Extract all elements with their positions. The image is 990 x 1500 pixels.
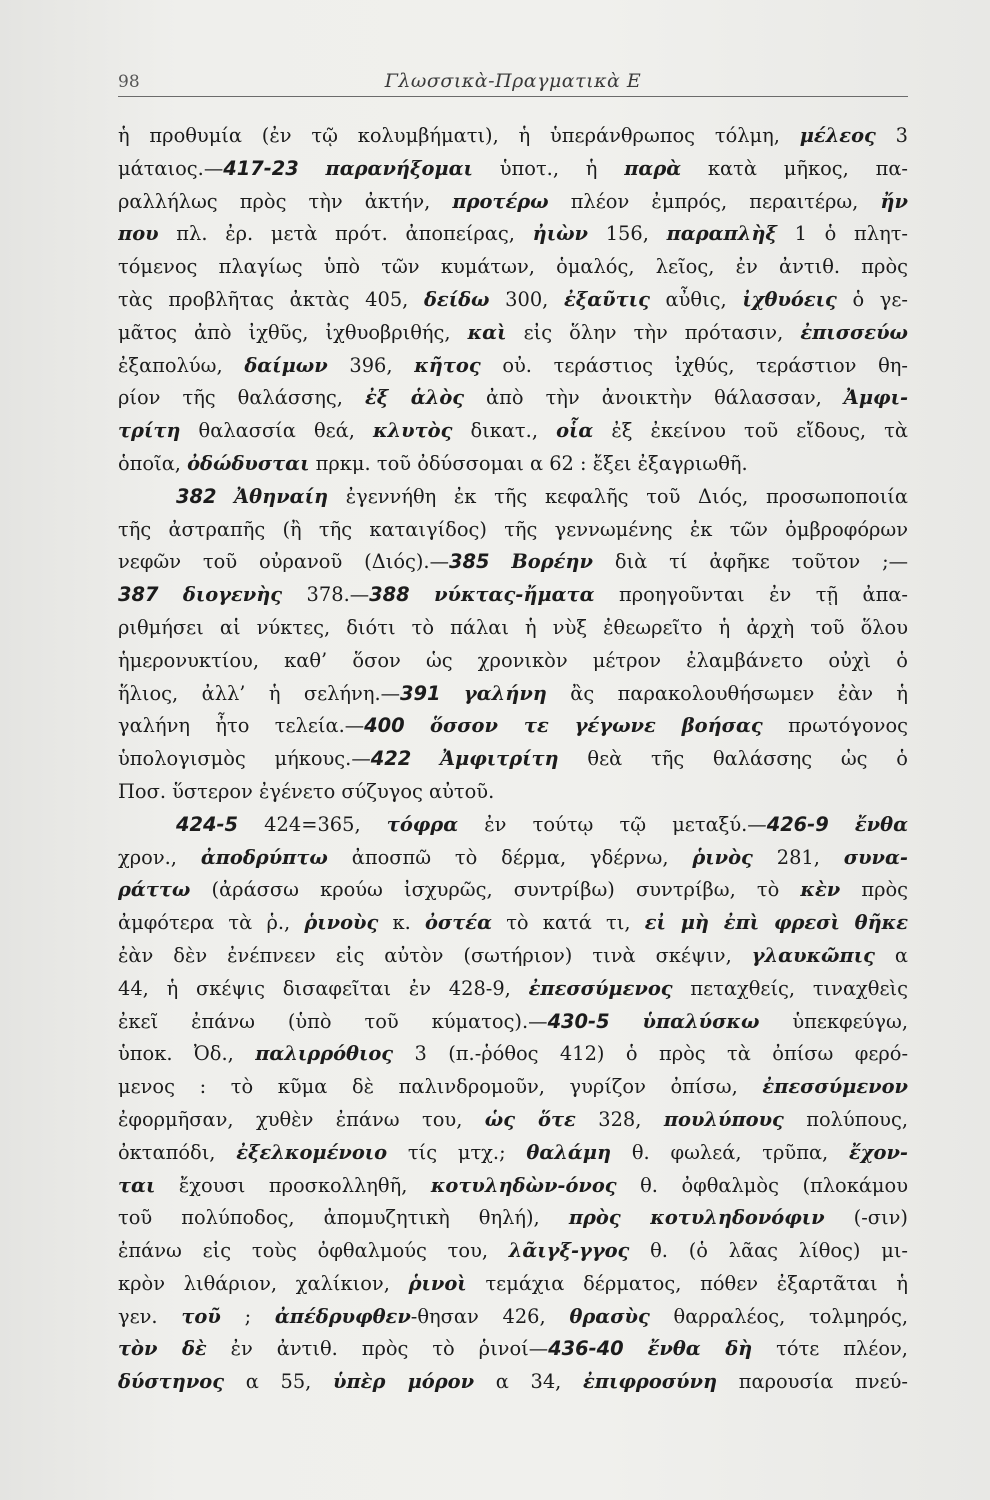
text-run	[610, 1010, 643, 1033]
text-run: παρουσία πνεύ-	[717, 1370, 908, 1394]
headword: τόφρα	[386, 812, 459, 836]
text-run: ἐγεννήθη ἐκ τῆς κεφαλῆς τοῦ Διός, προσωποποιία	[328, 484, 908, 508]
text-run: πρωτόγονος	[762, 714, 908, 738]
headword: τρίτη	[118, 419, 181, 443]
text-line	[118, 514, 908, 547]
text-run: 396,	[327, 353, 415, 377]
page-header	[118, 66, 908, 97]
headword: ται	[118, 1173, 156, 1197]
headword: Βορέην	[511, 550, 593, 574]
text-line	[118, 1170, 908, 1203]
text-run: τότε πλέον,	[752, 1337, 908, 1361]
text-line	[118, 1104, 908, 1137]
text-run: α 55,	[224, 1370, 334, 1394]
headword: Ἀμφι-	[843, 386, 908, 410]
text-run: ἀπὸ τὴν ἀνοικτὴν θάλασσαν,	[464, 386, 844, 410]
text-line	[118, 1038, 908, 1071]
text-run: θ. (ὁ λᾶας λίθος) μι-	[629, 1239, 908, 1263]
text-line	[118, 481, 908, 514]
text-run: χρον.,	[118, 845, 201, 869]
text-run: θεὰ τῆς θαλάσσης ὡς ὁ	[558, 747, 908, 771]
text-line	[118, 284, 908, 317]
text-run: ἀποσπῶ τὸ δέρμα, γδέρνω,	[327, 845, 693, 869]
text-line	[118, 579, 908, 612]
text-line	[118, 874, 908, 907]
text-run: μᾶτος ἀπὸ ἰχθῦς, ἰχθυοβριθής,	[118, 320, 468, 344]
text-run: ὑπολογισμὸς μήκους.—	[118, 747, 371, 771]
text-run: 378.—	[282, 583, 370, 607]
text-run: ἐκεῖ ἐπάνω (ὑπὸ τοῦ κύματος).—	[118, 1009, 548, 1033]
text-line	[118, 1071, 908, 1104]
text-run: μενος : τὸ κῦμα δὲ παλινδρομοῦν, γυρίζον ὀπίσω,	[118, 1075, 763, 1099]
text-run: πλέον ἐμπρός, περαιτέρω,	[548, 189, 881, 213]
text-line	[118, 1268, 908, 1301]
text-run: τόμενος πλαγίως ὑπὸ τῶν κυμάτων, ὁμαλός, λεῖος, ἐν ἀντιθ. πρὸς	[118, 255, 908, 279]
text-run: ἥλιος, ἀλλ’ ἡ σελήνη.—	[118, 681, 401, 705]
text-run: πρὸς	[840, 878, 908, 902]
text-run: 281,	[752, 845, 844, 869]
text-run: ἀμφότερα τὰ ῥ.,	[118, 911, 305, 935]
text-line	[118, 678, 908, 711]
text-line	[118, 448, 908, 481]
headword: ὑπὲρ μόρον	[333, 1370, 475, 1394]
text-run: α	[874, 943, 908, 967]
headword: καὶ	[467, 320, 507, 344]
verse-reference: 391	[400, 681, 441, 705]
headword: λᾶιγξ-γγος	[508, 1239, 630, 1263]
headword: ἐξαῦτις	[563, 287, 650, 311]
headword: μέλεος	[799, 124, 876, 147]
headword: ἰχθυόεις	[742, 287, 837, 311]
text-run: θαλασσία θεά,	[180, 419, 373, 443]
headword: ἐξ ἁλὸς	[364, 386, 465, 410]
text-run	[410, 583, 434, 606]
headword: παλιρρόθιος	[255, 1042, 394, 1066]
headword: δύστηνος	[118, 1370, 225, 1394]
headword: ῥινοὺς	[304, 911, 379, 935]
text-run: δικατ.,	[452, 419, 557, 443]
text-run: ἂς παρακολουθήσωμεν ἐὰν ἡ	[546, 681, 908, 705]
text-run	[624, 1337, 648, 1360]
headword: οἷα	[556, 419, 594, 443]
headword: ἐξελκομένοιο	[236, 1140, 388, 1164]
text-run: τίς μτχ.;	[387, 1140, 527, 1164]
verse-reference: 422	[370, 747, 412, 771]
headword: ὅσσον τε γέγωνε βοήσας	[430, 714, 763, 738]
headword: ἔχον-	[849, 1140, 908, 1164]
text-run: εἰς ὅλην τὴν πρότασιν,	[506, 320, 801, 344]
text-run: τὸ κατά τι,	[492, 911, 645, 935]
text-run: 156,	[588, 222, 667, 246]
headword: κοτυληδὼν-όνος	[430, 1173, 617, 1197]
headword: ὑπαλύσκω	[642, 1009, 760, 1033]
headword: ὀδώδυσται	[187, 451, 310, 475]
text-run: ὑποτ., ἡ	[472, 156, 625, 180]
text-run: Ποσ. ὕστερον ἐγένετο σύζυγος αὐτοῦ.	[118, 779, 495, 803]
headword: πρὸς κοτυληδονόφιν	[568, 1206, 825, 1230]
headword: διογενὴς	[182, 583, 283, 607]
verse-reference: 424-5	[176, 812, 239, 836]
headword: τὸν δὲ	[118, 1337, 207, 1361]
text-line	[118, 317, 908, 350]
text-line	[118, 350, 908, 383]
text-run: (-σιν)	[824, 1206, 908, 1230]
text-run: τὰς προβλῆτας ἀκτὰς 405,	[118, 287, 424, 311]
text-run: τοῦ πολύποδος, ἀπομυζητικὴ θηλή),	[118, 1206, 569, 1230]
headword: ῥινοὶ	[408, 1271, 467, 1295]
text-line	[118, 710, 908, 743]
headword: παρανήξομαι	[325, 156, 473, 180]
headword: Ἀθηναίη	[234, 484, 329, 508]
text-run: ἔχουσι προσκολληθῆ,	[155, 1173, 431, 1197]
text-run: 3 (π.-ῥόθος 412) ὁ πρὸς τὰ ὀπίσω φερό-	[393, 1042, 908, 1066]
verse-reference: 417-23	[223, 156, 299, 180]
text-run: (ἀράσσω κρούω ἰσχυρῶς, συντρίβω) συντρίβω, τὸ	[190, 878, 801, 902]
text-line	[118, 1301, 908, 1334]
headword: πουλύπους	[663, 1107, 784, 1131]
headword: παρὰ	[624, 156, 682, 180]
headword: προτέρω	[452, 189, 549, 213]
text-run: πρκμ. τοῦ ὀδύσσομαι α 62 : ἔξει ἐξαγριωθῆ.	[309, 451, 748, 475]
verse-reference: 385	[448, 550, 490, 574]
text-run: ὀκταπόδι,	[118, 1140, 237, 1164]
text-run: θ. ὀφθαλμὸς (πλοκάμου	[616, 1173, 908, 1197]
headword: ἀπέδρυφθεν	[274, 1304, 411, 1328]
text-run: θ. φωλεά, τρῦπα,	[611, 1140, 849, 1164]
headword: κὲν	[800, 878, 841, 902]
text-run: πεταχθείς, τιναχθεὶς	[672, 976, 908, 1000]
headword: κλυτὸς	[373, 419, 453, 443]
text-line	[118, 743, 908, 776]
text-line	[118, 1202, 908, 1235]
text-run: κ.	[378, 911, 425, 935]
text-line	[118, 1137, 908, 1170]
headword: ἐπιφροσύνη	[583, 1370, 718, 1394]
text-run: ὑπεκφεύγω,	[759, 1009, 908, 1033]
text-run: γαλήνη ἦτο τελεία.—	[118, 714, 365, 738]
headword: δαίμων	[244, 353, 328, 377]
text-run: 300,	[489, 287, 564, 311]
text-line	[118, 415, 908, 448]
text-line	[118, 940, 908, 973]
headword: παραπλὴξ	[666, 222, 777, 246]
text-run: ὁποῖα,	[118, 451, 188, 475]
headword: ἐπισσεύω	[800, 320, 908, 344]
headword: κῆτος	[414, 353, 481, 377]
text-run: α 34,	[474, 1370, 584, 1394]
text-run: πλ. ἐρ. μετὰ πρότ. ἀποπείρας,	[158, 222, 533, 246]
headword: ἠιὼν	[532, 222, 589, 246]
text-run: γεν.	[118, 1304, 182, 1328]
text-run: νεφῶν τοῦ οὐρανοῦ (Διός).—	[118, 550, 449, 574]
verse-reference: 430-5	[547, 1009, 610, 1033]
headword: εἰ μὴ ἐπὶ φρεσὶ θῆκε	[644, 911, 908, 935]
headword: ὡς ὅτε	[484, 1107, 576, 1131]
text-run: ὁ γε-	[836, 287, 908, 311]
text-run: ἡμερονυκτίου, καθ’ ὅσον ὡς χρονικὸν μέτρον ἐλαμβάνετο οὐχὶ ὁ	[118, 648, 908, 672]
text-line	[118, 907, 908, 940]
text-run: ἐξαπολύω,	[118, 353, 245, 377]
text-run: οὐ. τεράστιος ἰχθύς, τεράστιον θη-	[480, 353, 908, 377]
text-run	[489, 550, 511, 573]
text-run	[829, 813, 855, 836]
text-run: 3	[875, 124, 908, 147]
text-run	[158, 583, 182, 606]
text-run: ραλλήλως πρὸς τὴν ἀκτήν,	[118, 189, 453, 213]
verse-reference: 388	[369, 583, 410, 607]
headword: ἔνθα	[854, 812, 908, 836]
text-line	[118, 186, 908, 219]
headword: νύκτας-ἤματα	[434, 583, 595, 607]
text-run: ἐὰν δὲν ἐνέπνεεν εἰς αὐτὸν (σωτήριον) τινὰ σκέψιν,	[118, 943, 752, 967]
text-line	[118, 645, 908, 678]
text-run: ἐν ἀντιθ. πρὸς τὸ ῥινοί—	[206, 1337, 549, 1361]
text-run	[299, 157, 326, 180]
text-line	[118, 973, 908, 1006]
text-run: προηγοῦνται ἐν τῇ ἀπα-	[594, 583, 908, 607]
running-title: Γλωσσικὰ-Πραγματικὰ Ε	[384, 70, 642, 92]
text-run: ἐπάνω εἰς τοὺς ὀφθαλμούς του,	[118, 1239, 509, 1263]
text-line	[118, 1235, 908, 1268]
headword: δείδω	[423, 287, 490, 311]
text-line	[118, 120, 908, 153]
headword: θρασὺς	[569, 1304, 650, 1328]
headword: γαλήνη	[463, 681, 547, 705]
text-run: διὰ τί ἀφῆκε τοῦτον ;—	[592, 550, 908, 574]
text-run: τῆς ἀστραπῆς (ἢ τῆς καταιγίδος) τῆς γεννωμένης ἐκ τῶν ὀμβροφόρων	[118, 517, 908, 541]
verse-reference: 387	[118, 583, 159, 607]
headword: ράττω	[118, 878, 191, 902]
text-run: ;	[220, 1304, 275, 1328]
headword: τοῦ	[181, 1304, 221, 1328]
text-run: αὖθις,	[649, 287, 743, 311]
text-run: κρὸν λιθάριον, χαλίκιον,	[118, 1271, 409, 1295]
headword: ἀποδρύπτω	[200, 845, 328, 869]
text-line	[118, 842, 908, 875]
verse-reference: 400	[364, 714, 405, 738]
text-run: 328,	[575, 1107, 664, 1131]
headword: ῥινὸς	[692, 845, 753, 869]
headword: θαλάμη	[526, 1140, 612, 1164]
text-line	[118, 1333, 908, 1366]
text-run: ἐν τούτῳ τῷ μεταξύ.—	[458, 812, 767, 836]
text-run: ὑποκ. Ὀδ.,	[118, 1042, 256, 1066]
text-run: κατὰ μῆκος, πα-	[681, 156, 908, 180]
headword: Ἀμφιτρίτη	[440, 747, 559, 771]
headword: ὀστέα	[425, 911, 492, 935]
text-run: πολύπους,	[783, 1107, 908, 1131]
verse-reference: 382	[176, 484, 217, 508]
text-line	[118, 612, 908, 645]
text-run: ἐφορμῆσαν, χυθὲν ἐπάνω του,	[118, 1107, 485, 1131]
text-run: θαρραλέος, τολμηρός,	[649, 1304, 908, 1328]
text-run: 1 ὁ πλητ-	[776, 222, 908, 246]
verse-reference: 436-40	[548, 1337, 624, 1361]
text-run	[216, 485, 234, 508]
text-run: 424=365,	[238, 812, 387, 836]
text-line	[118, 218, 908, 251]
headword: ἔνθα δὴ	[647, 1337, 753, 1361]
headword: γλαυκῶπις	[751, 943, 875, 967]
text-run: ἡ προθυμία (ἐν τῷ κολυμβήματι), ἡ ὑπεράνθρωπος τόλμη,	[118, 124, 800, 147]
text-run: -θησαν 426,	[410, 1304, 570, 1328]
text-run: τεμάχια δέρματος, πόθεν ἐξαρτᾶται ἡ	[466, 1271, 908, 1295]
text-run: ρίον τῆς θαλάσσης,	[118, 386, 365, 410]
text-line	[118, 809, 908, 842]
text-run: ἐξ ἐκείνου τοῦ εἴδους, τὰ	[593, 419, 908, 443]
text-line	[118, 382, 908, 415]
headword: που	[118, 222, 159, 246]
text-line	[118, 251, 908, 284]
verse-reference: 426-9	[766, 812, 829, 836]
text-run	[405, 714, 430, 737]
text-run: ριθμήσει αἱ νύκτες, διότι τὸ πάλαι ἡ νὺξ ἐθεωρεῖτο ἡ ἀρχὴ τοῦ ὅλου	[118, 615, 908, 639]
headword: ἐπεσσύμενον	[762, 1075, 908, 1099]
commentary-text	[118, 120, 908, 1399]
headword: συνα-	[843, 845, 908, 869]
page-number: 98	[118, 72, 140, 92]
headword: ἐπεσσύμενος	[528, 976, 673, 1000]
text-run	[441, 682, 464, 705]
text-line	[118, 1006, 908, 1039]
text-line	[118, 1366, 908, 1399]
text-line	[118, 153, 908, 186]
text-line	[118, 776, 908, 809]
text-run	[411, 747, 440, 770]
text-run: μάταιος.—	[118, 156, 224, 180]
headword: ἤν	[880, 189, 908, 213]
text-run: 44, ἡ σκέψις δισαφεῖται ἐν 428-9,	[118, 976, 529, 1000]
text-line	[118, 546, 908, 579]
